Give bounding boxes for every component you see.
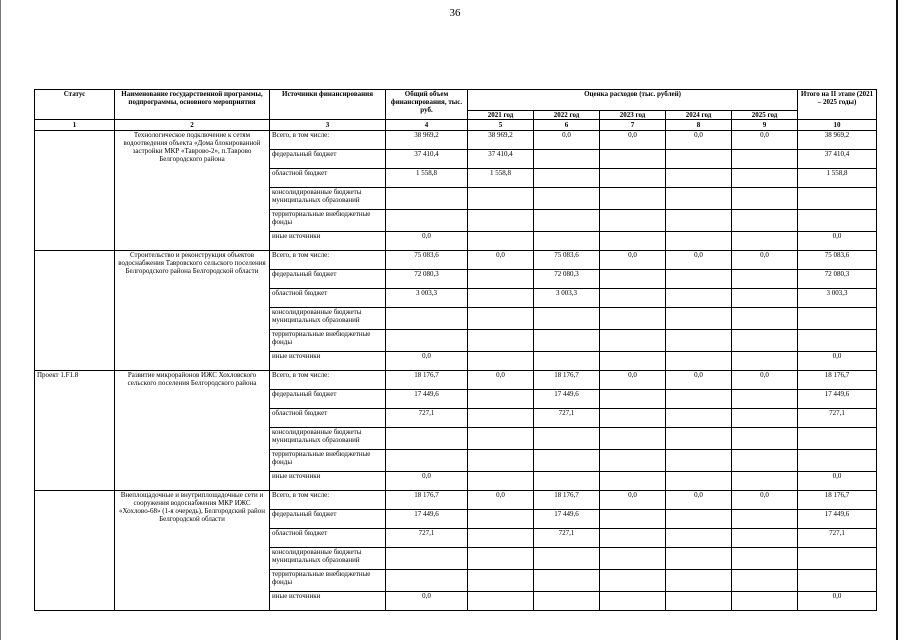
year-value-cell [600,510,666,529]
header-row [35,90,877,111]
year-value-cell [468,592,534,611]
year-value-cell [534,548,600,570]
year-value-cell [468,510,534,529]
year-value-cell [666,232,732,251]
year-value-cell [600,409,666,428]
year-value-cell [666,529,732,548]
header-year: 2024 год [666,111,732,120]
funding-source-cell: консолидированные бюджеты муниципальных образований [270,188,386,210]
header-total: Общий объем финансирования, тыс. руб. [386,90,468,120]
year-value-cell [600,548,666,570]
activity-name-cell: Развитие микрорайонов ИЖС Хохловского сельского поселения Белгородского района [115,371,270,491]
itogo-cell [798,210,877,232]
year-value-cell [534,232,600,251]
header-sources: Источники финансирования [270,90,386,120]
funding-source-cell: областной бюджет [270,289,386,308]
year-value-cell: 727,1 [534,529,600,548]
year-value-cell [600,308,666,330]
year-value-cell [534,428,600,450]
funding-source-cell: областной бюджет [270,409,386,428]
itogo-cell: 18 176,7 [798,371,877,390]
year-value-cell [732,188,798,210]
year-value-cell [468,232,534,251]
header-year: 2025 год [732,111,798,120]
year-value-cell: 38 969,2 [468,131,534,150]
total-cell [386,428,468,450]
funding-source-cell: территориальные внебюджетные фонды [270,570,386,592]
year-value-cell: 72 080,3 [534,270,600,289]
year-value-cell: 75 083,6 [534,251,600,270]
total-cell: 18 176,7 [386,491,468,510]
itogo-cell [798,548,877,570]
table-row [35,251,877,270]
itogo-cell: 18 176,7 [798,491,877,510]
year-value-cell [468,289,534,308]
total-cell: 1 558,8 [386,169,468,188]
funding-source-cell: консолидированные бюджеты муниципальных образований [270,308,386,330]
total-cell [386,570,468,592]
year-value-cell [666,270,732,289]
funding-source-cell: консолидированные бюджеты муниципальных образований [270,548,386,570]
total-cell: 0,0 [386,472,468,491]
year-value-cell [600,472,666,491]
year-value-cell [468,409,534,428]
funding-source-cell: территориальные внебюджетные фонды [270,330,386,352]
year-value-cell [732,352,798,371]
funding-source-cell: федеральный бюджет [270,510,386,529]
year-value-cell [666,390,732,409]
itogo-cell [798,428,877,450]
year-value-cell [600,232,666,251]
total-cell [386,188,468,210]
total-cell: 38 969,2 [386,131,468,150]
column-number: 6 [534,120,600,131]
itogo-cell [798,330,877,352]
year-value-cell: 0,0 [600,131,666,150]
funding-source-cell: областной бюджет [270,529,386,548]
itogo-cell [798,450,877,472]
total-cell: 727,1 [386,529,468,548]
year-value-cell [468,330,534,352]
funding-source-cell: Всего, в том числе: [270,491,386,510]
column-numbers-row [35,120,877,131]
year-value-cell [732,390,798,409]
status-cell [35,491,115,611]
year-value-cell [666,450,732,472]
page-left-edge [0,0,1,640]
header-estimate: Оценка расходов (тыс. рублей) [468,90,798,111]
year-value-cell [534,210,600,232]
itogo-cell: 37 410,4 [798,150,877,169]
budget-table [34,89,877,611]
year-value-cell [468,210,534,232]
itogo-cell: 17 449,6 [798,510,877,529]
year-value-cell [468,308,534,330]
year-value-cell [468,188,534,210]
funding-source-cell: иные источники [270,352,386,371]
year-value-cell [468,450,534,472]
year-value-cell: 0,0 [468,491,534,510]
funding-source-cell: областной бюджет [270,169,386,188]
year-value-cell [468,390,534,409]
table-row [35,371,877,390]
year-value-cell [732,150,798,169]
itogo-cell: 75 083,6 [798,251,877,270]
year-value-cell [666,188,732,210]
year-value-cell [600,169,666,188]
year-value-cell [666,592,732,611]
year-value-cell [666,570,732,592]
year-value-cell [666,308,732,330]
year-value-cell [666,548,732,570]
total-cell: 18 176,7 [386,371,468,390]
year-value-cell [468,472,534,491]
year-value-cell [600,450,666,472]
year-value-cell [732,289,798,308]
year-value-cell [666,150,732,169]
year-value-cell: 17 449,6 [534,510,600,529]
total-cell [386,210,468,232]
itogo-cell: 38 969,2 [798,131,877,150]
column-number: 2 [115,120,270,131]
year-value-cell: 0,0 [666,251,732,270]
total-cell: 727,1 [386,409,468,428]
year-value-cell: 37 410,4 [468,150,534,169]
year-value-cell [600,570,666,592]
year-value-cell: 0,0 [468,371,534,390]
funding-source-cell: иные источники [270,232,386,251]
year-value-cell [732,529,798,548]
year-value-cell [732,409,798,428]
itogo-cell: 727,1 [798,409,877,428]
year-value-cell: 0,0 [600,251,666,270]
year-value-cell [468,270,534,289]
year-value-cell [534,169,600,188]
year-value-cell [600,529,666,548]
funding-source-cell: федеральный бюджет [270,390,386,409]
year-value-cell [600,289,666,308]
itogo-cell: 0,0 [798,232,877,251]
year-value-cell: 0,0 [600,371,666,390]
year-value-cell [534,592,600,611]
year-value-cell: 0,0 [468,251,534,270]
year-value-cell [534,570,600,592]
total-cell [386,548,468,570]
year-value-cell [732,592,798,611]
year-value-cell: 0,0 [732,491,798,510]
year-value-cell [732,308,798,330]
status-cell: Проект 1.F1.8 [35,371,115,491]
year-value-cell: 18 176,7 [534,371,600,390]
column-number: 1 [35,120,115,131]
year-value-cell [468,428,534,450]
total-cell [386,308,468,330]
year-value-cell [732,232,798,251]
year-value-cell [534,150,600,169]
funding-source-cell: Всего, в том числе: [270,251,386,270]
funding-source-cell: консолидированные бюджеты муниципальных образований [270,428,386,450]
total-cell: 0,0 [386,232,468,251]
year-value-cell: 0,0 [666,491,732,510]
year-value-cell [600,210,666,232]
year-value-cell [534,450,600,472]
year-value-cell [468,352,534,371]
year-value-cell [732,169,798,188]
column-number: 10 [798,120,877,131]
funding-source-cell: территориальные внебюджетные фонды [270,450,386,472]
column-number: 3 [270,120,386,131]
funding-source-cell: территориальные внебюджетные фонды [270,210,386,232]
year-value-cell [732,450,798,472]
year-value-cell: 0,0 [732,251,798,270]
status-cell [35,131,115,251]
page-number: 36 [449,7,461,19]
total-cell: 0,0 [386,352,468,371]
year-value-cell [666,330,732,352]
funding-source-cell: иные источники [270,592,386,611]
year-value-cell [732,570,798,592]
year-value-cell: 0,0 [732,371,798,390]
activity-name-cell: Технологическое подключение к сетям водоотведения объекта «Дома блокированной застройки МКР «Таврово-2», п.Таврово Белгородского района [115,131,270,251]
itogo-cell: 72 080,3 [798,270,877,289]
itogo-cell [798,188,877,210]
table-body [35,131,877,611]
funding-source-cell: Всего, в том числе: [270,371,386,390]
year-value-cell [534,472,600,491]
year-value-cell [666,210,732,232]
itogo-cell [798,308,877,330]
year-value-cell [600,188,666,210]
funding-source-cell: федеральный бюджет [270,270,386,289]
itogo-cell: 0,0 [798,352,877,371]
header-year: 2022 год [534,111,600,120]
total-cell: 72 080,3 [386,270,468,289]
funding-source-cell: иные источники [270,472,386,491]
total-cell: 17 449,6 [386,510,468,529]
total-cell: 3 003,3 [386,289,468,308]
year-value-cell [732,428,798,450]
header-year: 2023 год [600,111,666,120]
year-value-cell [534,188,600,210]
total-cell [386,330,468,352]
year-value-cell [732,210,798,232]
itogo-cell: 727,1 [798,529,877,548]
year-value-cell [468,570,534,592]
year-value-cell [534,308,600,330]
year-value-cell: 727,1 [534,409,600,428]
year-value-cell [600,352,666,371]
total-cell: 17 449,6 [386,390,468,409]
year-value-cell [666,289,732,308]
funding-source-cell: федеральный бюджет [270,150,386,169]
total-cell: 75 083,6 [386,251,468,270]
year-value-cell [534,352,600,371]
page-right-edge [896,0,898,640]
year-value-cell: 3 003,3 [534,289,600,308]
year-value-cell [600,428,666,450]
year-value-cell [732,330,798,352]
year-value-cell: 0,0 [732,131,798,150]
year-value-cell [666,472,732,491]
year-value-cell: 1 558,8 [468,169,534,188]
status-cell [35,251,115,371]
year-value-cell [732,548,798,570]
itogo-cell: 1 558,8 [798,169,877,188]
itogo-cell [798,570,877,592]
total-cell: 37 410,4 [386,150,468,169]
year-value-cell [600,330,666,352]
year-value-cell [732,510,798,529]
column-number: 8 [666,120,732,131]
year-value-cell [666,510,732,529]
year-value-cell [468,529,534,548]
year-value-cell [666,169,732,188]
year-value-cell [666,428,732,450]
activity-name-cell: Строительство и реконструкция объектов водоснабжения Тавровского сельского поселения Белгородского района Белгородской области [115,251,270,371]
year-value-cell [468,548,534,570]
funding-source-cell: Всего, в том числе: [270,131,386,150]
total-cell: 0,0 [386,592,468,611]
header-year: 2021 год [468,111,534,120]
column-number: 4 [386,120,468,131]
year-value-cell: 18 176,7 [534,491,600,510]
column-number: 5 [468,120,534,131]
year-value-cell [600,150,666,169]
year-value-cell [732,270,798,289]
itogo-cell: 0,0 [798,472,877,491]
year-value-cell [600,270,666,289]
table-row [35,491,877,510]
year-value-cell [600,390,666,409]
activity-name-cell: Внеплощадочные и внутриплощадочные сети и сооружения водоснабжения МКР ИЖС «Хохлово-68» (1-я очередь), Белгородский район Белгородской области [115,491,270,611]
year-value-cell: 0,0 [666,371,732,390]
year-value-cell [534,330,600,352]
column-number: 7 [600,120,666,131]
total-cell [386,450,468,472]
itogo-cell: 3 003,3 [798,289,877,308]
header-itogo: Итого на II этапе (2021 – 2025 годы) [798,90,877,120]
itogo-cell: 0,0 [798,592,877,611]
column-number: 9 [732,120,798,131]
year-value-cell [732,472,798,491]
year-value-cell [600,592,666,611]
year-value-cell: 0,0 [600,491,666,510]
header-status: Статус [35,90,115,120]
year-value-cell [666,352,732,371]
itogo-cell: 17 449,6 [798,390,877,409]
year-value-cell [666,409,732,428]
year-value-cell: 0,0 [666,131,732,150]
year-value-cell: 17 449,6 [534,390,600,409]
header-name: Наименование государственной программы, подпрограммы, основного мероприятия [115,90,270,120]
table-row [35,131,877,150]
year-value-cell: 0,0 [534,131,600,150]
